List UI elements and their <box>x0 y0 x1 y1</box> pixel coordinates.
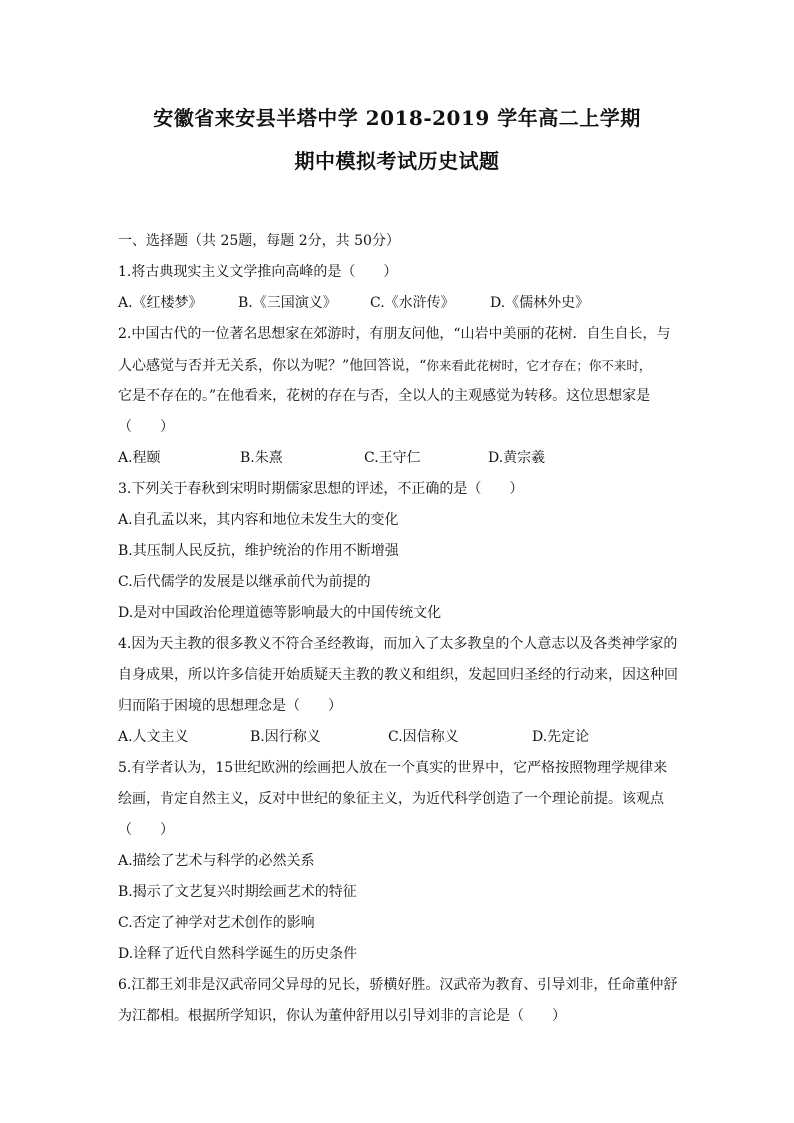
question-2-stem-line2-text: 人心感觉与否并无关系，你以为呢？”他回答说，“ <box>118 358 427 374</box>
question-2-stem-line3: 它是不存在的。”在他看来，花树的存在与否，全以人的主观感觉为转移。这位思想家是 <box>118 388 651 404</box>
option-d: D.《儒林外史》 <box>490 295 590 311</box>
question-6-stem-line1: 6.江都王刘非是汉武帝同父异母的兄长，骄横好胜。汉武帝为教育、引导刘非，任命董仲舒 <box>118 977 678 993</box>
question-2-stem-line4: （ ） <box>118 419 174 435</box>
exam-title-line1: 安徽省来安县半塔中学 2018-2019 学年高二上学期 <box>153 106 641 130</box>
question-5-stem-line3: （ ） <box>118 822 174 838</box>
option-c: C.王守仁 <box>364 450 421 466</box>
option-a: A.描绘了艺术与科学的必然关系 <box>118 853 315 869</box>
exam-title-line2: 期中模拟考试历史试题 <box>294 149 500 173</box>
option-b: B.揭示了文艺复兴时期绘画艺术的特征 <box>118 884 357 900</box>
option-a: A.《红楼梦》 <box>118 295 203 311</box>
question-3-stem: 3.下列关于春秋到宋明时期儒家思想的评述，不正确的是（ ） <box>118 481 524 497</box>
question-2-stem-line1: 2.中国古代的一位著名思想家在郊游时，有朋友问他，“山岩中美丽的花树．自生自长，与 <box>118 326 671 342</box>
option-d: D.诠释了近代自然科学诞生的历史条件 <box>118 946 358 962</box>
question-1-stem: 1.将古典现实主义文学推向高峰的是（ ） <box>118 264 398 280</box>
option-a: A.自孔孟以来，其内容和地位未发生大的变化 <box>118 512 399 528</box>
exam-content <box>118 226 684 1032</box>
question-2-quote-small: 你来看此花树时，它才存在；你不来时， <box>426 358 652 373</box>
option-c: C.否定了神学对艺术创作的影响 <box>118 915 315 931</box>
option-c: C.后代儒学的发展是以继承前代为前提的 <box>118 574 371 590</box>
question-5-stem-line2: 绘画，肯定自然主义，反对中世纪的象征主义，为近代科学创造了一个理论前提。该观点 <box>118 791 664 807</box>
question-3 <box>118 474 684 629</box>
question-2 <box>118 319 684 474</box>
option-d: D.黄宗羲 <box>488 450 546 466</box>
question-6-stem-line2: 为江都相。根据所学知识，你认为董仲舒用以引导刘非的言论是（ ） <box>118 1008 566 1024</box>
question-4 <box>118 629 684 753</box>
question-5 <box>118 753 684 970</box>
question-2-stem-line2 <box>118 350 684 381</box>
question-1 <box>118 257 684 319</box>
option-b: B.因行称义 <box>250 729 321 745</box>
question-2-options <box>118 443 684 474</box>
section-heading: 一、选择题（共 25题，每题 2分，共 50分） <box>118 233 400 249</box>
question-5-stem-line1: 5.有学者认为，15世纪欧洲的绘画把人放在一个真实的世界中，它严格按照物理学规律来 <box>118 760 668 776</box>
question-4-stem-line1: 4.因为天主教的很多教义不符合圣经教诲，而加入了太多教皇的个人意志以及各类神学家的 <box>118 636 678 652</box>
question-4-options <box>118 722 684 753</box>
question-4-stem-line3: 归而陷于困境的思想理念是（ ） <box>118 698 342 714</box>
question-4-stem-line2: 自身成果，所以许多信徒开始质疑天主教的教义和组织，发起回归圣经的行动来，因这种回 <box>118 667 678 683</box>
option-c: C.因信称义 <box>388 729 459 745</box>
option-b: B.《三国演义》 <box>238 295 337 311</box>
option-b: B.其压制人民反抗，维护统治的作用不断增强 <box>118 543 399 559</box>
option-a: A.人文主义 <box>118 729 189 745</box>
option-d: D.先定论 <box>532 729 590 745</box>
question-6 <box>118 970 684 1032</box>
option-a: A.程颐 <box>118 450 161 466</box>
option-d: D.是对中国政治伦理道德等影响最大的中国传统文化 <box>118 605 442 621</box>
option-c: C.《水浒传》 <box>370 295 455 311</box>
question-1-options <box>118 288 684 319</box>
option-b: B.朱熹 <box>240 450 283 466</box>
